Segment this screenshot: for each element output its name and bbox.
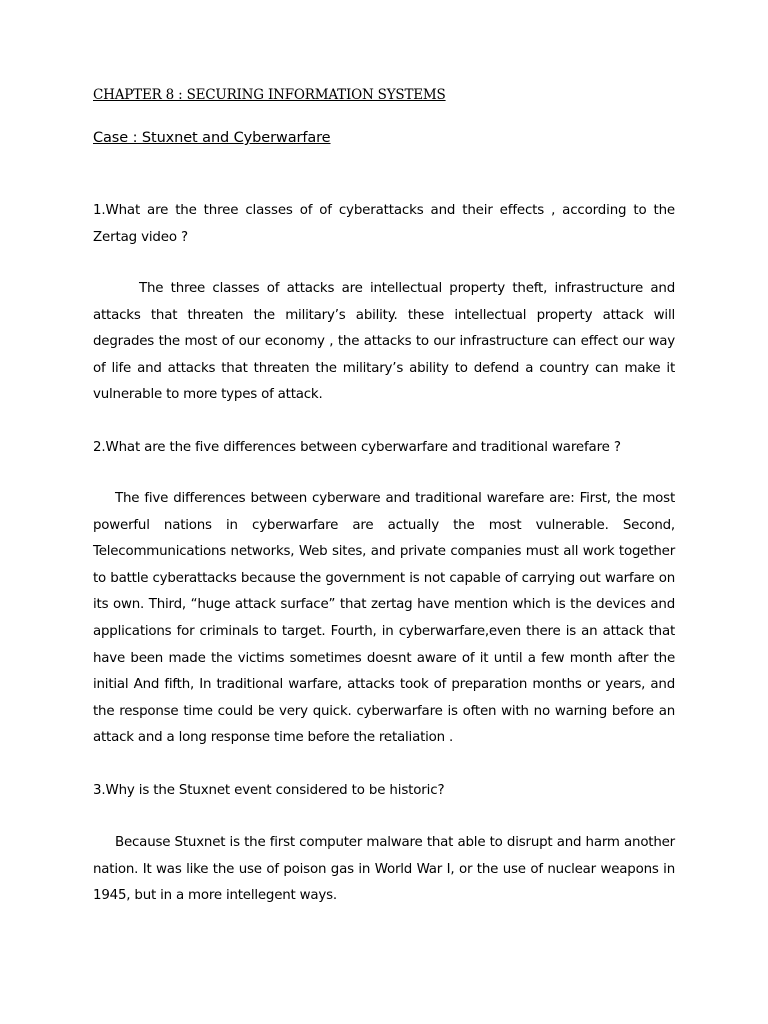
- question-1: 1.What are the three classes of of cyberattacks and their effects , according to the Zertag video ?: [93, 203, 675, 245]
- answer-3: Because Stuxnet is the first computer malware that able to disrupt and harm another nation. It was like the use of poison gas in World War I, or the use of nuclear weapons in 1945, but in a more intellegent ways.: [93, 835, 675, 904]
- case-heading: Case : Stuxnet and Cyberwarfare: [93, 130, 331, 146]
- answer-1: The three classes of attacks are intellectual property theft, infrastructure and attacks that threaten the military’s ability. these intellectual property attack will degrades the most of our economy , the attacks to our infrastructure can effect our way of life and attacks that threaten the military’s ability to defend a country can make it vulnerable to more types of attack.: [93, 281, 675, 403]
- answer-2: The five differences between cyberware and traditional warefare are: First, the most powerful nations in cyberwarfare are actually the most vulnerable. Second, Telecommunications networks, Web sites, and private companies must all work together to battle cyberattacks because the government is not capable of carrying out warfare on its own. Third, “huge attack surface” that zertag have mention which is the devices and applications for criminals to target. Fourth, in cyberwarfare,even there is an attack that have been made the victims sometimes doesnt aware of it until a few month after the initial And fifth, In traditional warfare, attacks took of preparation months or years, and the response time could be very quick. cyberwarfare is often with no warning before an attack and a long response time before the retaliation .: [93, 491, 675, 746]
- question-2: 2.What are the five differences between cyberwarfare and traditional warefare ?: [93, 440, 621, 455]
- question-3: 3.Why is the Stuxnet event considered to be historic?: [93, 783, 445, 798]
- chapter-heading: CHAPTER 8 : SECURING INFORMATION SYSTEMS: [93, 87, 446, 103]
